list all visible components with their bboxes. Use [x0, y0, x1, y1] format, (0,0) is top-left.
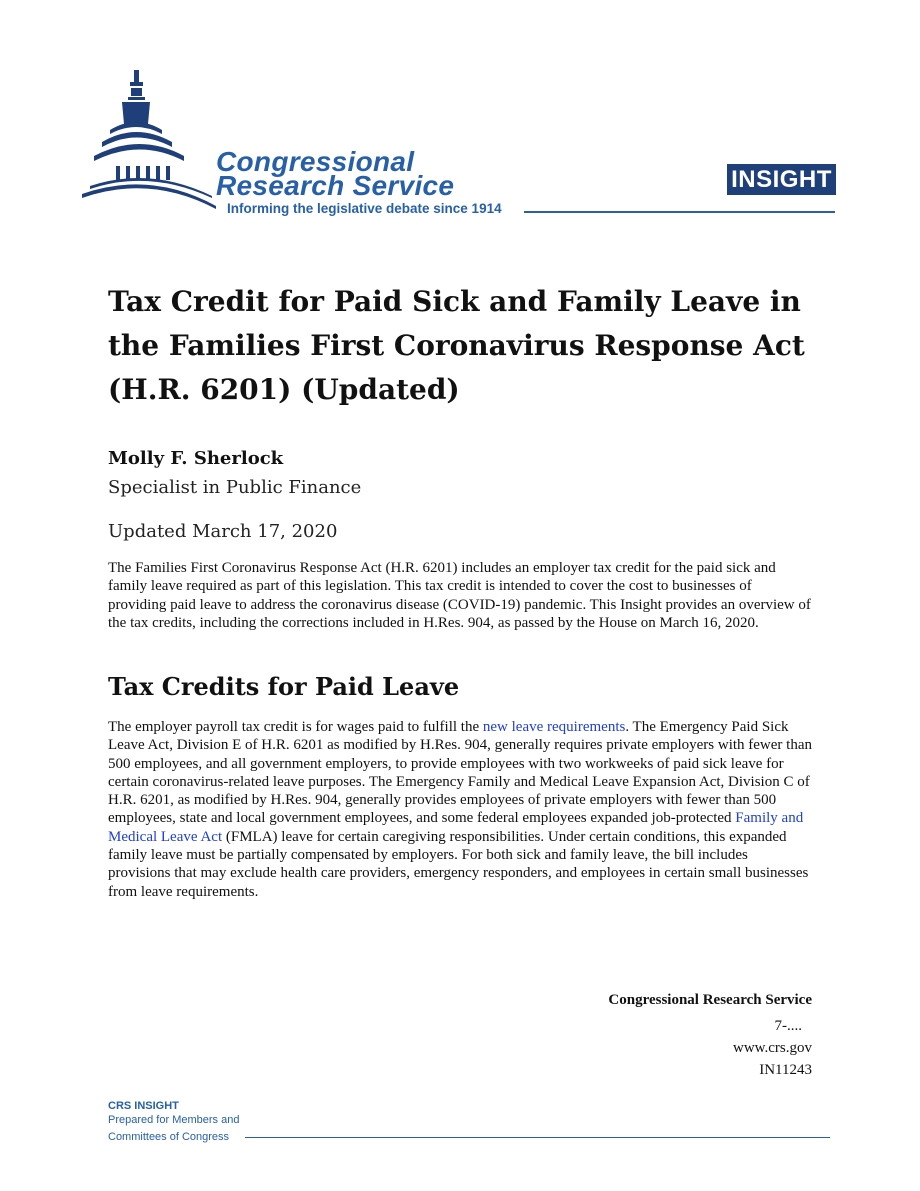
footer-divider: [245, 1137, 830, 1138]
crs-insight-label: CRS INSIGHT: [108, 1100, 179, 1112]
body-paragraph: [108, 718, 812, 901]
prepared-for-line1: Prepared for Members and: [108, 1114, 240, 1126]
header-divider: [524, 211, 835, 213]
insight-badge: INSIGHT: [727, 164, 836, 195]
document-title: Tax Credit for Paid Sick and Family Leave in the Families First Coronavirus Response Act (H.R. 6201) (Updated): [108, 285, 805, 406]
updated-date: Updated March 17, 2020: [108, 521, 338, 542]
prepared-for-line2: Committees of Congress: [108, 1131, 230, 1143]
fmla-link[interactable]: Family and Medical Leave Act: [108, 810, 804, 845]
new-leave-requirements-link[interactable]: new leave requirements: [482, 719, 626, 735]
org-name-line1: Congressional: [216, 146, 415, 177]
org-name-line2: Research Service: [216, 170, 455, 201]
footer-report-code: 7-....: [774, 1018, 802, 1034]
intro-paragraph: The Families First Coronavirus Response Act (H.R. 6201) includes an employer tax credit for the paid sick and family leave required as part of this legislation. This tax credit is intended to cover the cost to businesses of providing paid leave to address the coronavirus disease (COVID-19) pandemic. This Insight provides an overview of the tax credits, including the corrections included in H.Res. 904, as passed by the House on March 16, 2020.: [108, 560, 811, 631]
body-text-1: The employer payroll tax credit is for wages paid to fulfill the: [108, 719, 483, 735]
crs-capitol-logo-icon: [80, 66, 220, 216]
footer-report-id: IN11243: [759, 1062, 812, 1078]
org-tagline: Informing the legislative debate since 1914: [227, 201, 502, 216]
body-text-2: . The Emergency Paid Sick Leave Act, Division E of H.R. 6201 as modified by H.Res. 904, generally requires private employers with fewer than 500 employees, and all government employers, to provide employees with two workweeks of paid sick leave for certain coronavirus-related leave purposes. The Emergency Family and Medical Leave Expansion Act, Division C of H.R. 6201, as modified by H.Res. 904, generally provides employees of private employers with fewer than 500 employees, state and local government employees, and some federal employees expanded job-protected: [108, 719, 812, 827]
author-name: Molly F. Sherlock: [108, 448, 284, 469]
body-text-3: (FMLA) leave for certain caregiving responsibilities. Under certain conditions, this expanded family leave must be partially compensated by employers. For both sick and family leave, the bill includes provisions that may exclude health care providers, emergency responders, and employees in certain small businesses from leave requirements.: [108, 828, 809, 900]
section-heading: Tax Credits for Paid Leave: [108, 672, 460, 701]
author-role: Specialist in Public Finance: [108, 477, 362, 498]
footer-org-name: Congressional Research Service: [608, 992, 812, 1008]
footer-website[interactable]: www.crs.gov: [732, 1040, 812, 1056]
